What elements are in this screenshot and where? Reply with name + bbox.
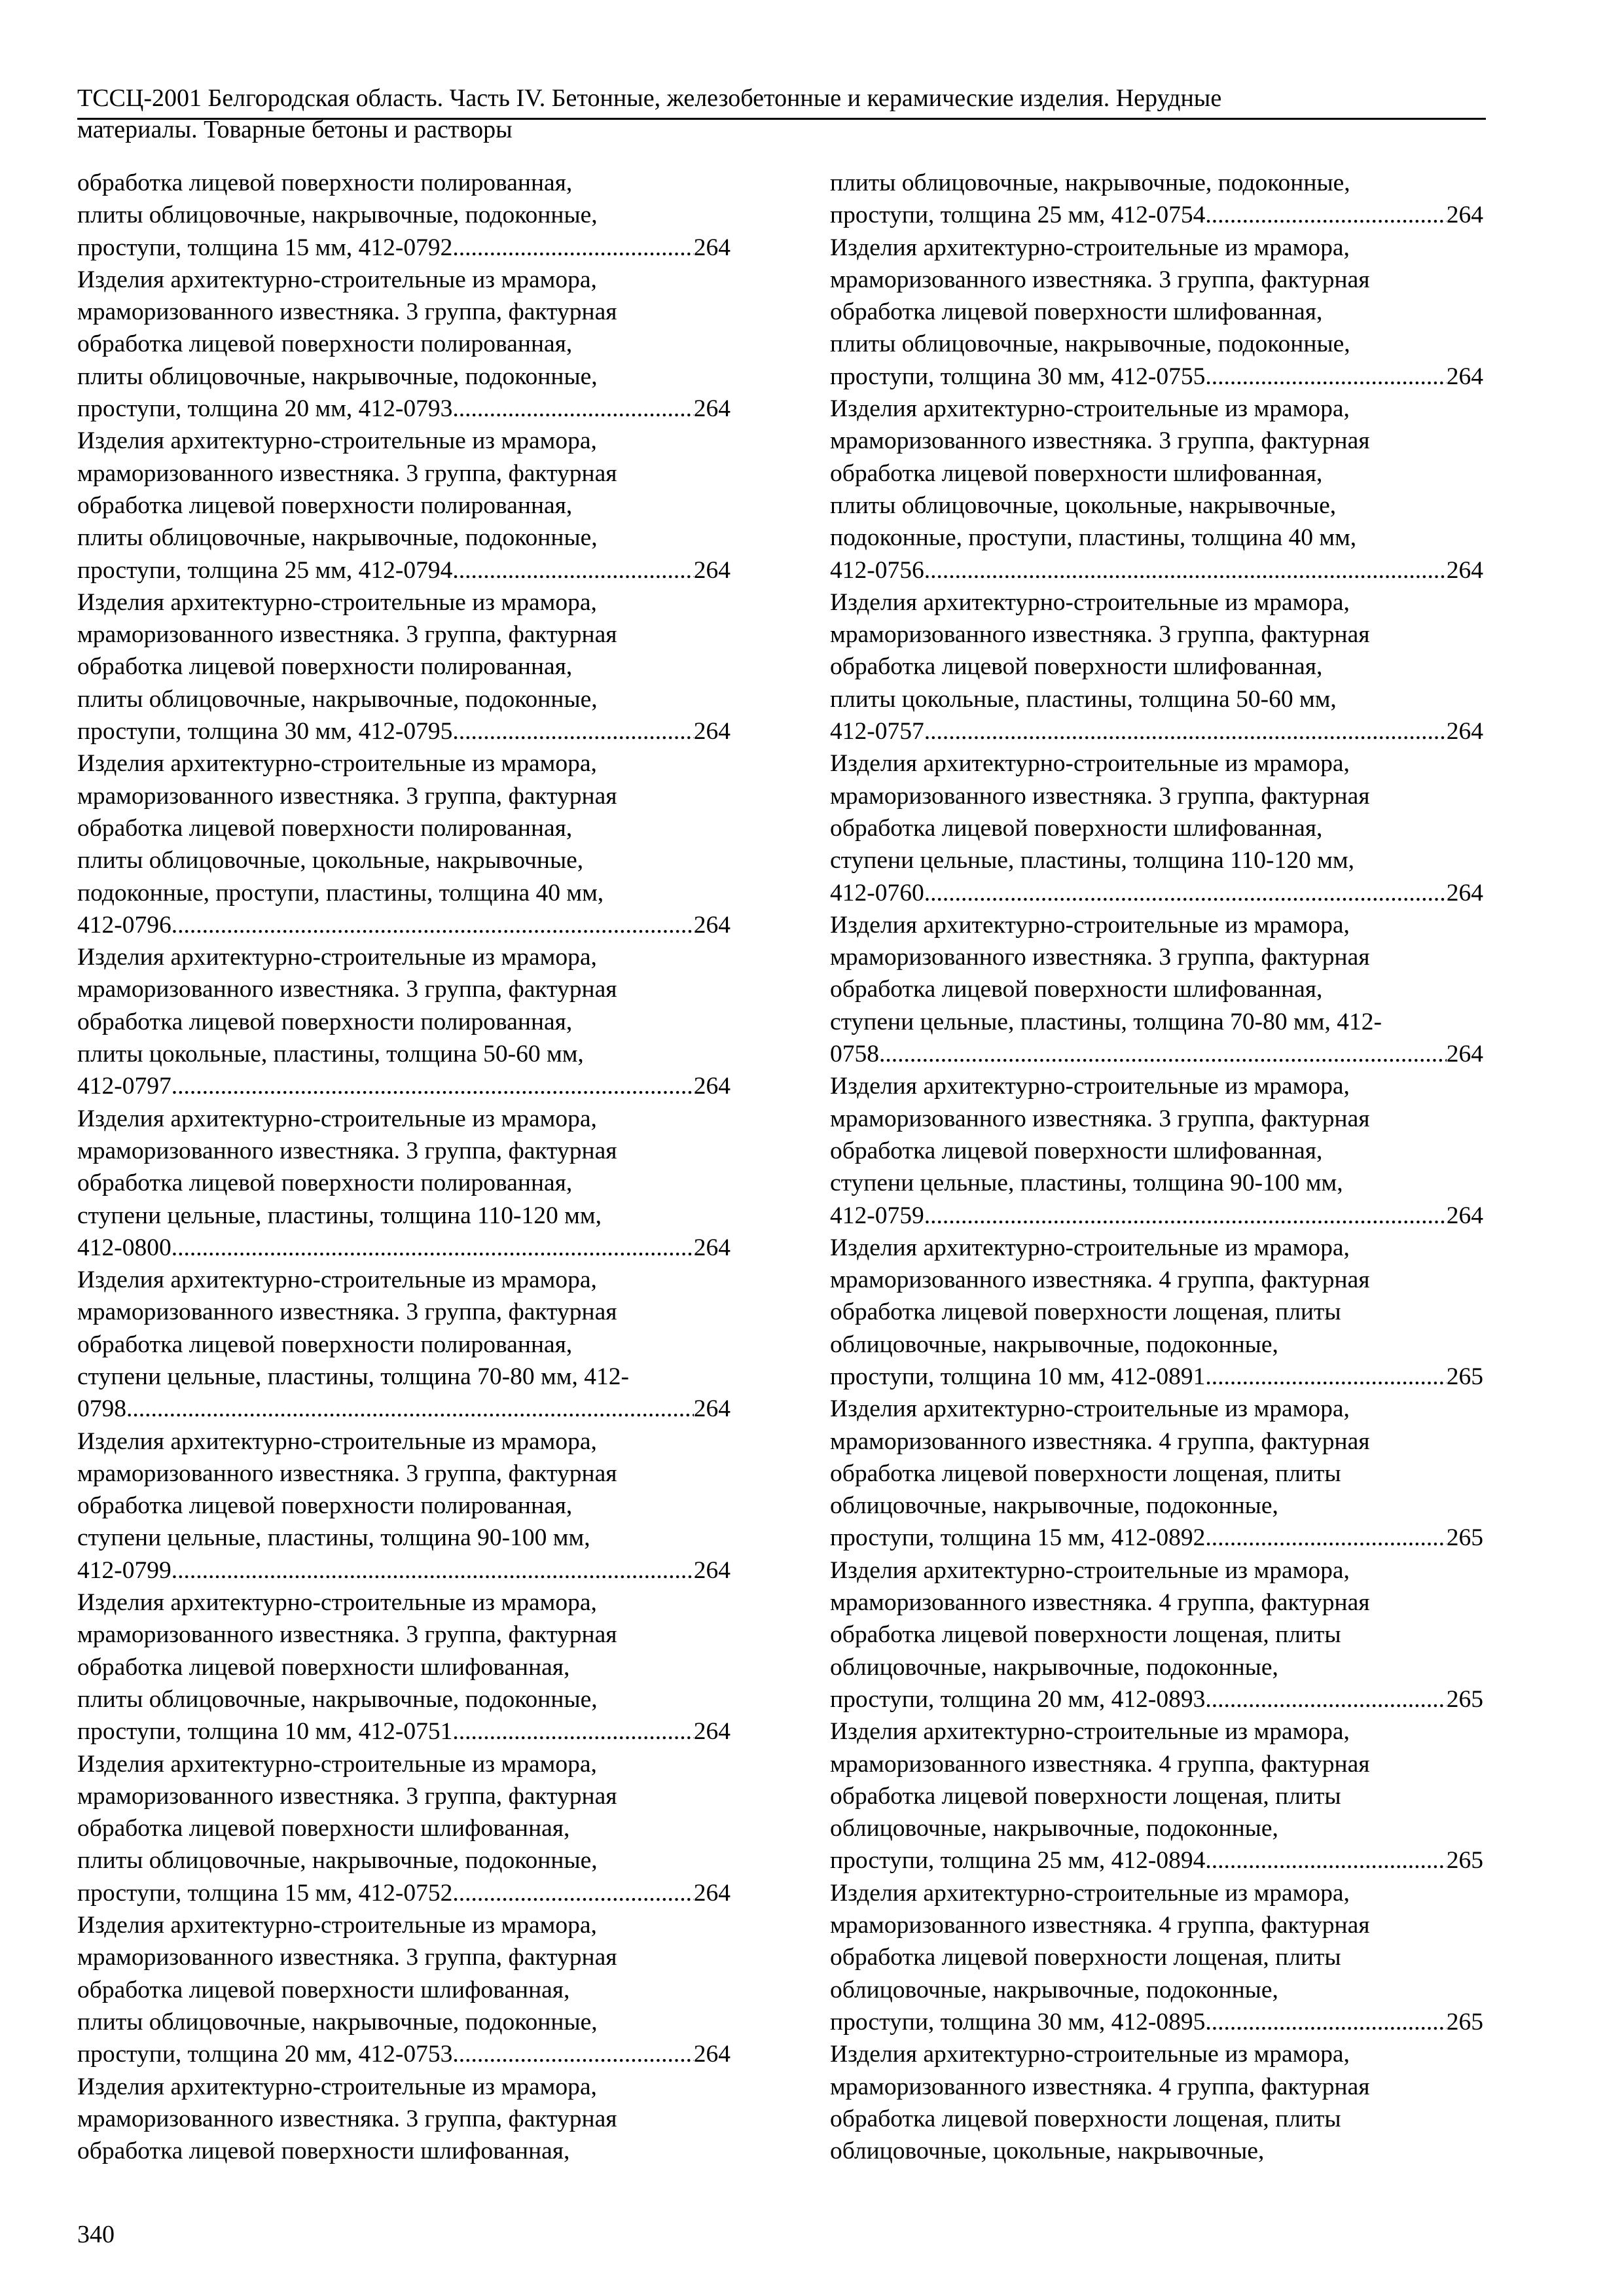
- entry-text-line: плиты облицовочные, накрывочные, подоконные,: [77, 1847, 598, 1874]
- entry-text-line: облицовочные, накрывочные, подоконные,: [830, 1976, 1278, 2003]
- entry-code: 0758: [830, 1041, 879, 1068]
- entry-text-line: обработка лицевой поверхности шлифованная,: [77, 1653, 570, 1681]
- entry-page-ref: 265: [1446, 1685, 1483, 1713]
- entry-page-ref: 264: [1446, 556, 1483, 584]
- entry-text-line: мраморизованного известняка. 4 группа, фактурная: [830, 1589, 1370, 1617]
- entry-text-line: обработка лицевой поверхности шлифованная,: [830, 298, 1323, 326]
- index-entry: [77, 2071, 731, 2168]
- entry-text-line: мраморизованного известняка. 3 группа, фактурная: [77, 1299, 617, 1326]
- entry-text-line: мраморизованного известняка. 4 группа, фактурная: [830, 1427, 1370, 1455]
- entry-text-line: облицовочные, цокольные, накрывочные,: [830, 2138, 1265, 2165]
- index-entry: [77, 747, 731, 941]
- dot-leader: [1205, 1844, 1446, 1876]
- entry-code: проступи, толщина 30 мм, 412-0895: [830, 2008, 1206, 2036]
- entry-code: проступи, толщина 20 мм, 412-0793: [77, 395, 453, 423]
- entry-code-line: [830, 1200, 1483, 1232]
- dot-leader: [171, 1070, 694, 1102]
- entry-text-line: мраморизованного известняка. 4 группа, фактурная: [830, 1750, 1370, 1778]
- entry-text-line: мраморизованного известняка. 3 группа, фактурная: [830, 427, 1370, 455]
- entry-text-line: мраморизованного известняка. 4 группа, фактурная: [830, 2073, 1370, 2100]
- entry-text-line: плиты облицовочные, накрывочные, подоконные,: [830, 170, 1350, 196]
- entry-text-line: мраморизованного известняка. 3 группа, фактурная: [77, 2105, 617, 2132]
- entry-text-line: облицовочные, накрывочные, подоконные,: [830, 1492, 1278, 1520]
- entry-text-line: мраморизованного известняка. 3 группа, фактурная: [830, 782, 1370, 810]
- entry-text-line: мраморизованного известняка. 3 группа, фактурная: [830, 1105, 1370, 1132]
- entry-page-ref: 264: [693, 1556, 731, 1584]
- entry-text-line: обработка лицевой поверхности лощеная, плиты: [830, 2105, 1341, 2132]
- dot-leader: [452, 232, 693, 264]
- index-entry: [830, 1232, 1483, 1393]
- entry-text-line: Изделия архитектурно-строительные из мрамора,: [830, 2041, 1350, 2068]
- index-entry: [830, 1393, 1483, 1554]
- entry-text-line: обработка лицевой поверхности полированная,: [77, 814, 573, 842]
- entry-text-line: мраморизованного известняка. 3 группа, фактурная: [77, 621, 617, 649]
- entry-code: проступи, толщина 20 мм, 412-0753: [77, 2041, 453, 2068]
- entry-text-line: мраморизованного известняка. 4 группа, фактурная: [830, 1912, 1370, 1939]
- entry-text-line: облицовочные, накрывочные, подоконные,: [830, 1331, 1278, 1358]
- entry-text-line: Изделия архитектурно-строительные из мрамора,: [830, 1073, 1350, 1100]
- index-entry: [77, 1264, 731, 1425]
- dot-leader: [1205, 361, 1446, 393]
- entry-text-line: обработка лицевой поверхности шлифованная,: [830, 459, 1323, 487]
- entry-code-line: [830, 1038, 1483, 1070]
- entry-text-line: обработка лицевой поверхности полированная,: [77, 1331, 573, 1358]
- index-entry: [77, 167, 731, 264]
- entry-text-line: мраморизованного известняка. 3 группа, фактурная: [77, 298, 617, 326]
- dot-leader: [452, 554, 693, 586]
- entry-text-line: обработка лицевой поверхности полированная,: [77, 1492, 573, 1520]
- entry-code-line: [77, 1715, 731, 1748]
- entry-text-line: ступени цельные, пластины, толщина 90-100 мм,: [830, 1170, 1343, 1197]
- entry-code: 0798: [77, 1395, 126, 1423]
- entry-page-ref: 265: [1446, 1524, 1483, 1552]
- entry-text-line: Изделия архитектурно-строительные из мрамора,: [77, 2073, 597, 2100]
- entry-page-ref: 264: [1446, 718, 1483, 745]
- entry-text-line: мраморизованного известняка. 3 группа, фактурная: [830, 266, 1370, 293]
- entry-text-line: Изделия архитектурно-строительные из мрамора,: [830, 1879, 1350, 1907]
- entry-page-ref: 264: [693, 911, 731, 939]
- entry-code-line: [830, 715, 1483, 747]
- entry-code-line: [77, 554, 731, 586]
- entry-text-line: Изделия архитектурно-строительные из мрамора,: [77, 1912, 597, 1939]
- entry-text-line: обработка лицевой поверхности лощеная, плиты: [830, 1460, 1341, 1487]
- entry-text-line: обработка лицевой поверхности полированная,: [77, 331, 573, 358]
- index-entry: [830, 232, 1483, 393]
- index-entry: [77, 1909, 731, 2070]
- dot-leader: [171, 909, 694, 941]
- entry-text-line: мраморизованного известняка. 3 группа, фактурная: [77, 1944, 617, 1971]
- entry-code-line: [830, 2006, 1483, 2038]
- index-entry: [77, 1426, 731, 1587]
- entry-text-line: Изделия архитектурно-строительные из мрамора,: [77, 1427, 597, 1455]
- entry-text-line: мраморизованного известняка. 3 группа, фактурная: [830, 621, 1370, 649]
- entry-text-line: Изделия архитектурно-строительные из мрамора,: [830, 1395, 1350, 1423]
- entry-code: 412-0796: [77, 911, 171, 939]
- entry-page-ref: 264: [693, 2041, 731, 2068]
- entry-code: проступи, толщина 25 мм, 412-0754: [830, 202, 1206, 229]
- entry-code-line: [77, 393, 731, 425]
- entry-code-line: [77, 909, 731, 941]
- entry-text-line: плиты облицовочные, накрывочные, подоконные,: [77, 685, 598, 713]
- entry-text-line: плиты цокольные, пластины, толщина 50-60 мм,: [77, 1041, 584, 1068]
- entry-text-line: Изделия архитектурно-строительные из мрамора,: [77, 944, 597, 971]
- entry-code: проступи, толщина 15 мм, 412-0752: [77, 1879, 453, 1907]
- entry-text-line: мраморизованного известняка. 3 группа, фактурная: [830, 944, 1370, 971]
- entry-code: проступи, толщина 25 мм, 412-0894: [830, 1847, 1206, 1874]
- entry-page-ref: 264: [693, 1073, 731, 1100]
- dot-leader: [924, 554, 1447, 586]
- entry-text-line: Изделия архитектурно-строительные из мрамора,: [830, 1718, 1350, 1746]
- dot-leader: [1205, 1522, 1446, 1554]
- entry-code: 412-0800: [77, 1234, 171, 1261]
- dot-leader: [452, 1877, 693, 1909]
- running-header-line-1: ТССЦ-2001 Белгородская область. Часть IV. Бетонные, железобетонные и керамические изделия. Нерудные: [77, 84, 1222, 112]
- entry-text-line: облицовочные, накрывочные, подоконные,: [830, 1653, 1278, 1681]
- entry-text-line: обработка лицевой поверхности лощеная, плиты: [830, 1621, 1341, 1649]
- entry-text-line: Изделия архитектурно-строительные из мрамора,: [830, 911, 1350, 939]
- entry-text-line: Изделия архитектурно-строительные из мрамора,: [77, 266, 597, 293]
- entry-text-line: Изделия архитектурно-строительные из мрамора,: [77, 750, 597, 778]
- index-entry: [830, 1554, 1483, 1715]
- entry-text-line: обработка лицевой поверхности шлифованная,: [830, 653, 1323, 681]
- index-entry: [830, 1070, 1483, 1231]
- entry-text-line: обработка лицевой поверхности шлифованная,: [830, 1137, 1323, 1164]
- entry-text-line: Изделия архитектурно-строительные из мрамора,: [830, 1234, 1350, 1261]
- entry-code-line: [77, 1393, 731, 1425]
- entry-page-ref: 264: [1446, 879, 1483, 906]
- entry-text-line: обработка лицевой поверхности полированная,: [77, 492, 573, 519]
- index-entry: [830, 909, 1483, 1070]
- entry-text-line: Изделия архитектурно-строительные из мрамора,: [77, 1589, 597, 1617]
- entry-code: 412-0759: [830, 1202, 924, 1229]
- header-divider: [77, 118, 1486, 120]
- entry-text-line: плиты облицовочные, накрывочные, подоконные,: [77, 2008, 598, 2036]
- entry-text-line: плиты облицовочные, накрывочные, подоконные,: [77, 1685, 598, 1713]
- dot-leader: [452, 393, 693, 425]
- entry-code: 412-0756: [830, 556, 924, 584]
- dot-leader: [126, 1393, 694, 1425]
- entry-text-line: мраморизованного известняка. 3 группа, фактурная: [77, 976, 617, 1003]
- dot-leader: [452, 1715, 693, 1748]
- index-entry: [77, 1103, 731, 1264]
- dot-leader: [924, 1200, 1447, 1232]
- entry-text-line: Изделия архитектурно-строительные из мрамора,: [77, 1105, 597, 1132]
- entry-code: 412-0760: [830, 879, 924, 906]
- entry-text-line: Изделия архитектурно-строительные из мрамора,: [830, 750, 1350, 778]
- entry-text-line: Изделия архитектурно-строительные из мрамора,: [830, 234, 1350, 261]
- entry-text-line: Изделия архитектурно-строительные из мрамора,: [830, 395, 1350, 423]
- entry-page-ref: 264: [693, 718, 731, 745]
- index-entry: [77, 425, 731, 586]
- entry-code: проступи, толщина 10 мм, 412-0751: [77, 1718, 453, 1746]
- entry-code: проступи, толщина 30 мм, 412-0795: [77, 718, 453, 745]
- entry-page-ref: 264: [1446, 1041, 1483, 1068]
- dot-leader: [1205, 1361, 1446, 1393]
- entry-text-line: плиты облицовочные, накрывочные, подоконные,: [77, 202, 598, 229]
- entry-code-line: [77, 1070, 731, 1102]
- entry-code-line: [77, 1232, 731, 1264]
- entry-code-line: [77, 715, 731, 747]
- page-number: 340: [77, 2221, 115, 2248]
- index-entry: [830, 747, 1483, 908]
- entry-page-ref: 264: [693, 234, 731, 261]
- entry-text-line: ступени цельные, пластины, толщина 110-120 мм,: [830, 847, 1354, 874]
- entry-code-line: [830, 1844, 1483, 1876]
- entry-text-line: мраморизованного известняка. 3 группа, фактурная: [77, 1782, 617, 1810]
- entry-text-line: Изделия архитектурно-строительные из мрамора,: [77, 588, 597, 616]
- entry-text-line: обработка лицевой поверхности лощеная, плиты: [830, 1299, 1341, 1326]
- entry-code: 412-0797: [77, 1073, 171, 1100]
- dot-leader: [171, 1554, 694, 1587]
- dot-leader: [924, 715, 1447, 747]
- entry-code: проступи, толщина 20 мм, 412-0893: [830, 1685, 1206, 1713]
- entry-text-line: Изделия архитектурно-строительные из мрамора,: [830, 1556, 1350, 1584]
- entry-code: проступи, толщина 30 мм, 412-0755: [830, 363, 1206, 390]
- entry-page-ref: 264: [1446, 202, 1483, 229]
- entry-text-line: мраморизованного известняка. 3 группа, фактурная: [77, 1137, 617, 1164]
- entry-code-line: [830, 1683, 1483, 1715]
- index-entry: [77, 1748, 731, 1909]
- entry-text-line: Изделия архитектурно-строительные из мрамора,: [77, 427, 597, 455]
- entry-code: проступи, толщина 15 мм, 412-0792: [77, 234, 453, 261]
- entry-text-line: мраморизованного известняка. 3 группа, фактурная: [77, 1460, 617, 1487]
- dot-leader: [1205, 199, 1446, 231]
- entry-code-line: [77, 1877, 731, 1909]
- index-entry: [830, 167, 1483, 232]
- entry-code: проступи, толщина 25 мм, 412-0794: [77, 556, 453, 584]
- index-entry: [830, 586, 1483, 747]
- entry-code-line: [77, 2038, 731, 2070]
- entry-text-line: ступени цельные, пластины, толщина 110-120 мм,: [77, 1202, 602, 1229]
- entry-text-line: обработка лицевой поверхности полированная,: [77, 170, 573, 196]
- entry-page-ref: 264: [1446, 363, 1483, 390]
- entry-text-line: обработка лицевой поверхности шлифованная,: [77, 2138, 570, 2165]
- entry-text-line: плиты облицовочные, накрывочные, подоконные,: [77, 363, 598, 390]
- entry-page-ref: 265: [1446, 1847, 1483, 1874]
- entry-text-line: мраморизованного известняка. 4 группа, фактурная: [830, 1266, 1370, 1294]
- dot-leader: [924, 877, 1447, 909]
- entry-text-line: плиты облицовочные, цокольные, накрывочные,: [830, 492, 1337, 519]
- entry-code-line: [830, 1361, 1483, 1393]
- entry-code-line: [830, 199, 1483, 231]
- entry-code-line: [77, 1554, 731, 1587]
- entry-text-line: облицовочные, накрывочные, подоконные,: [830, 1815, 1278, 1842]
- entry-code: проступи, толщина 15 мм, 412-0892: [830, 1524, 1206, 1552]
- entry-text-line: плиты облицовочные, цокольные, накрывочные,: [77, 847, 584, 874]
- index-entry: [830, 1715, 1483, 1876]
- entry-text-line: обработка лицевой поверхности полированная,: [77, 1170, 573, 1197]
- dot-leader: [1205, 2006, 1446, 2038]
- running-header: [77, 82, 1486, 145]
- entry-page-ref: 264: [1446, 1202, 1483, 1229]
- entry-text-line: ступени цельные, пластины, толщина 90-100 мм,: [77, 1524, 590, 1552]
- entry-text-line: мраморизованного известняка. 3 группа, фактурная: [77, 782, 617, 810]
- entry-page-ref: 264: [693, 1395, 731, 1423]
- entry-code-line: [830, 361, 1483, 393]
- entry-text-line: обработка лицевой поверхности шлифованная,: [830, 976, 1323, 1003]
- entry-text-line: обработка лицевой поверхности полированная,: [77, 653, 573, 681]
- entry-text-line: мраморизованного известняка. 3 группа, фактурная: [77, 1621, 617, 1649]
- entry-text-line: обработка лицевой поверхности полированная,: [77, 1008, 573, 1035]
- dot-leader: [452, 2038, 693, 2070]
- index-entry: [77, 586, 731, 747]
- index-entry: [77, 1587, 731, 1748]
- entry-page-ref: 264: [693, 1718, 731, 1746]
- entry-code: 412-0757: [830, 718, 924, 745]
- entry-text-line: ступени цельные, пластины, толщина 70-80 мм, 412-: [830, 1008, 1382, 1035]
- entry-text-line: Изделия архитектурно-строительные из мрамора,: [77, 1266, 597, 1294]
- dot-leader: [452, 715, 693, 747]
- entry-text-line: ступени цельные, пластины, толщина 70-80 мм, 412-: [77, 1363, 629, 1390]
- entry-page-ref: 265: [1446, 2008, 1483, 2036]
- index-column-left: [77, 167, 731, 2167]
- entry-text-line: обработка лицевой поверхности шлифованная,: [77, 1976, 570, 2003]
- index-entry: [830, 1877, 1483, 2038]
- index-column-right: [830, 167, 1483, 2167]
- index-entry: [830, 2038, 1483, 2167]
- entry-page-ref: 264: [693, 556, 731, 584]
- entry-text-line: мраморизованного известняка. 3 группа, фактурная: [77, 459, 617, 487]
- entry-code-line: [77, 232, 731, 264]
- index-entry: [830, 393, 1483, 586]
- entry-page-ref: 264: [693, 1879, 731, 1907]
- dot-leader: [879, 1038, 1447, 1070]
- entry-text-line: Изделия архитектурно-строительные из мрамора,: [77, 1750, 597, 1778]
- entry-text-line: Изделия архитектурно-строительные из мрамора,: [830, 588, 1350, 616]
- entry-text-line: плиты облицовочные, накрывочные, подоконные,: [77, 524, 598, 552]
- entry-code-line: [830, 877, 1483, 909]
- entry-text-line: обработка лицевой поверхности шлифованная,: [77, 1815, 570, 1842]
- entry-text-line: подоконные, проступи, пластины, толщина 40 мм,: [77, 879, 604, 906]
- entry-text-line: обработка лицевой поверхности шлифованная,: [830, 814, 1323, 842]
- entry-page-ref: 264: [693, 395, 731, 423]
- dot-leader: [1205, 1683, 1446, 1715]
- entry-page-ref: 265: [1446, 1363, 1483, 1390]
- entry-text-line: обработка лицевой поверхности лощеная, плиты: [830, 1944, 1341, 1971]
- dot-leader: [171, 1232, 694, 1264]
- entry-text-line: обработка лицевой поверхности лощеная, плиты: [830, 1782, 1341, 1810]
- entry-text-line: плиты цокольные, пластины, толщина 50-60 мм,: [830, 685, 1337, 713]
- entry-page-ref: 264: [693, 1234, 731, 1261]
- entry-code-line: [830, 1522, 1483, 1554]
- running-header-line-2: материалы. Товарные бетоны и растворы: [77, 116, 513, 143]
- entry-text-line: подоконные, проступи, пластины, толщина 40 мм,: [830, 524, 1357, 552]
- index-entry: [77, 264, 731, 425]
- entry-code: 412-0799: [77, 1556, 171, 1584]
- entry-text-line: плиты облицовочные, накрывочные, подоконные,: [830, 331, 1350, 358]
- entry-code-line: [830, 554, 1483, 586]
- index-entry: [77, 941, 731, 1102]
- entry-code: проступи, толщина 10 мм, 412-0891: [830, 1363, 1206, 1390]
